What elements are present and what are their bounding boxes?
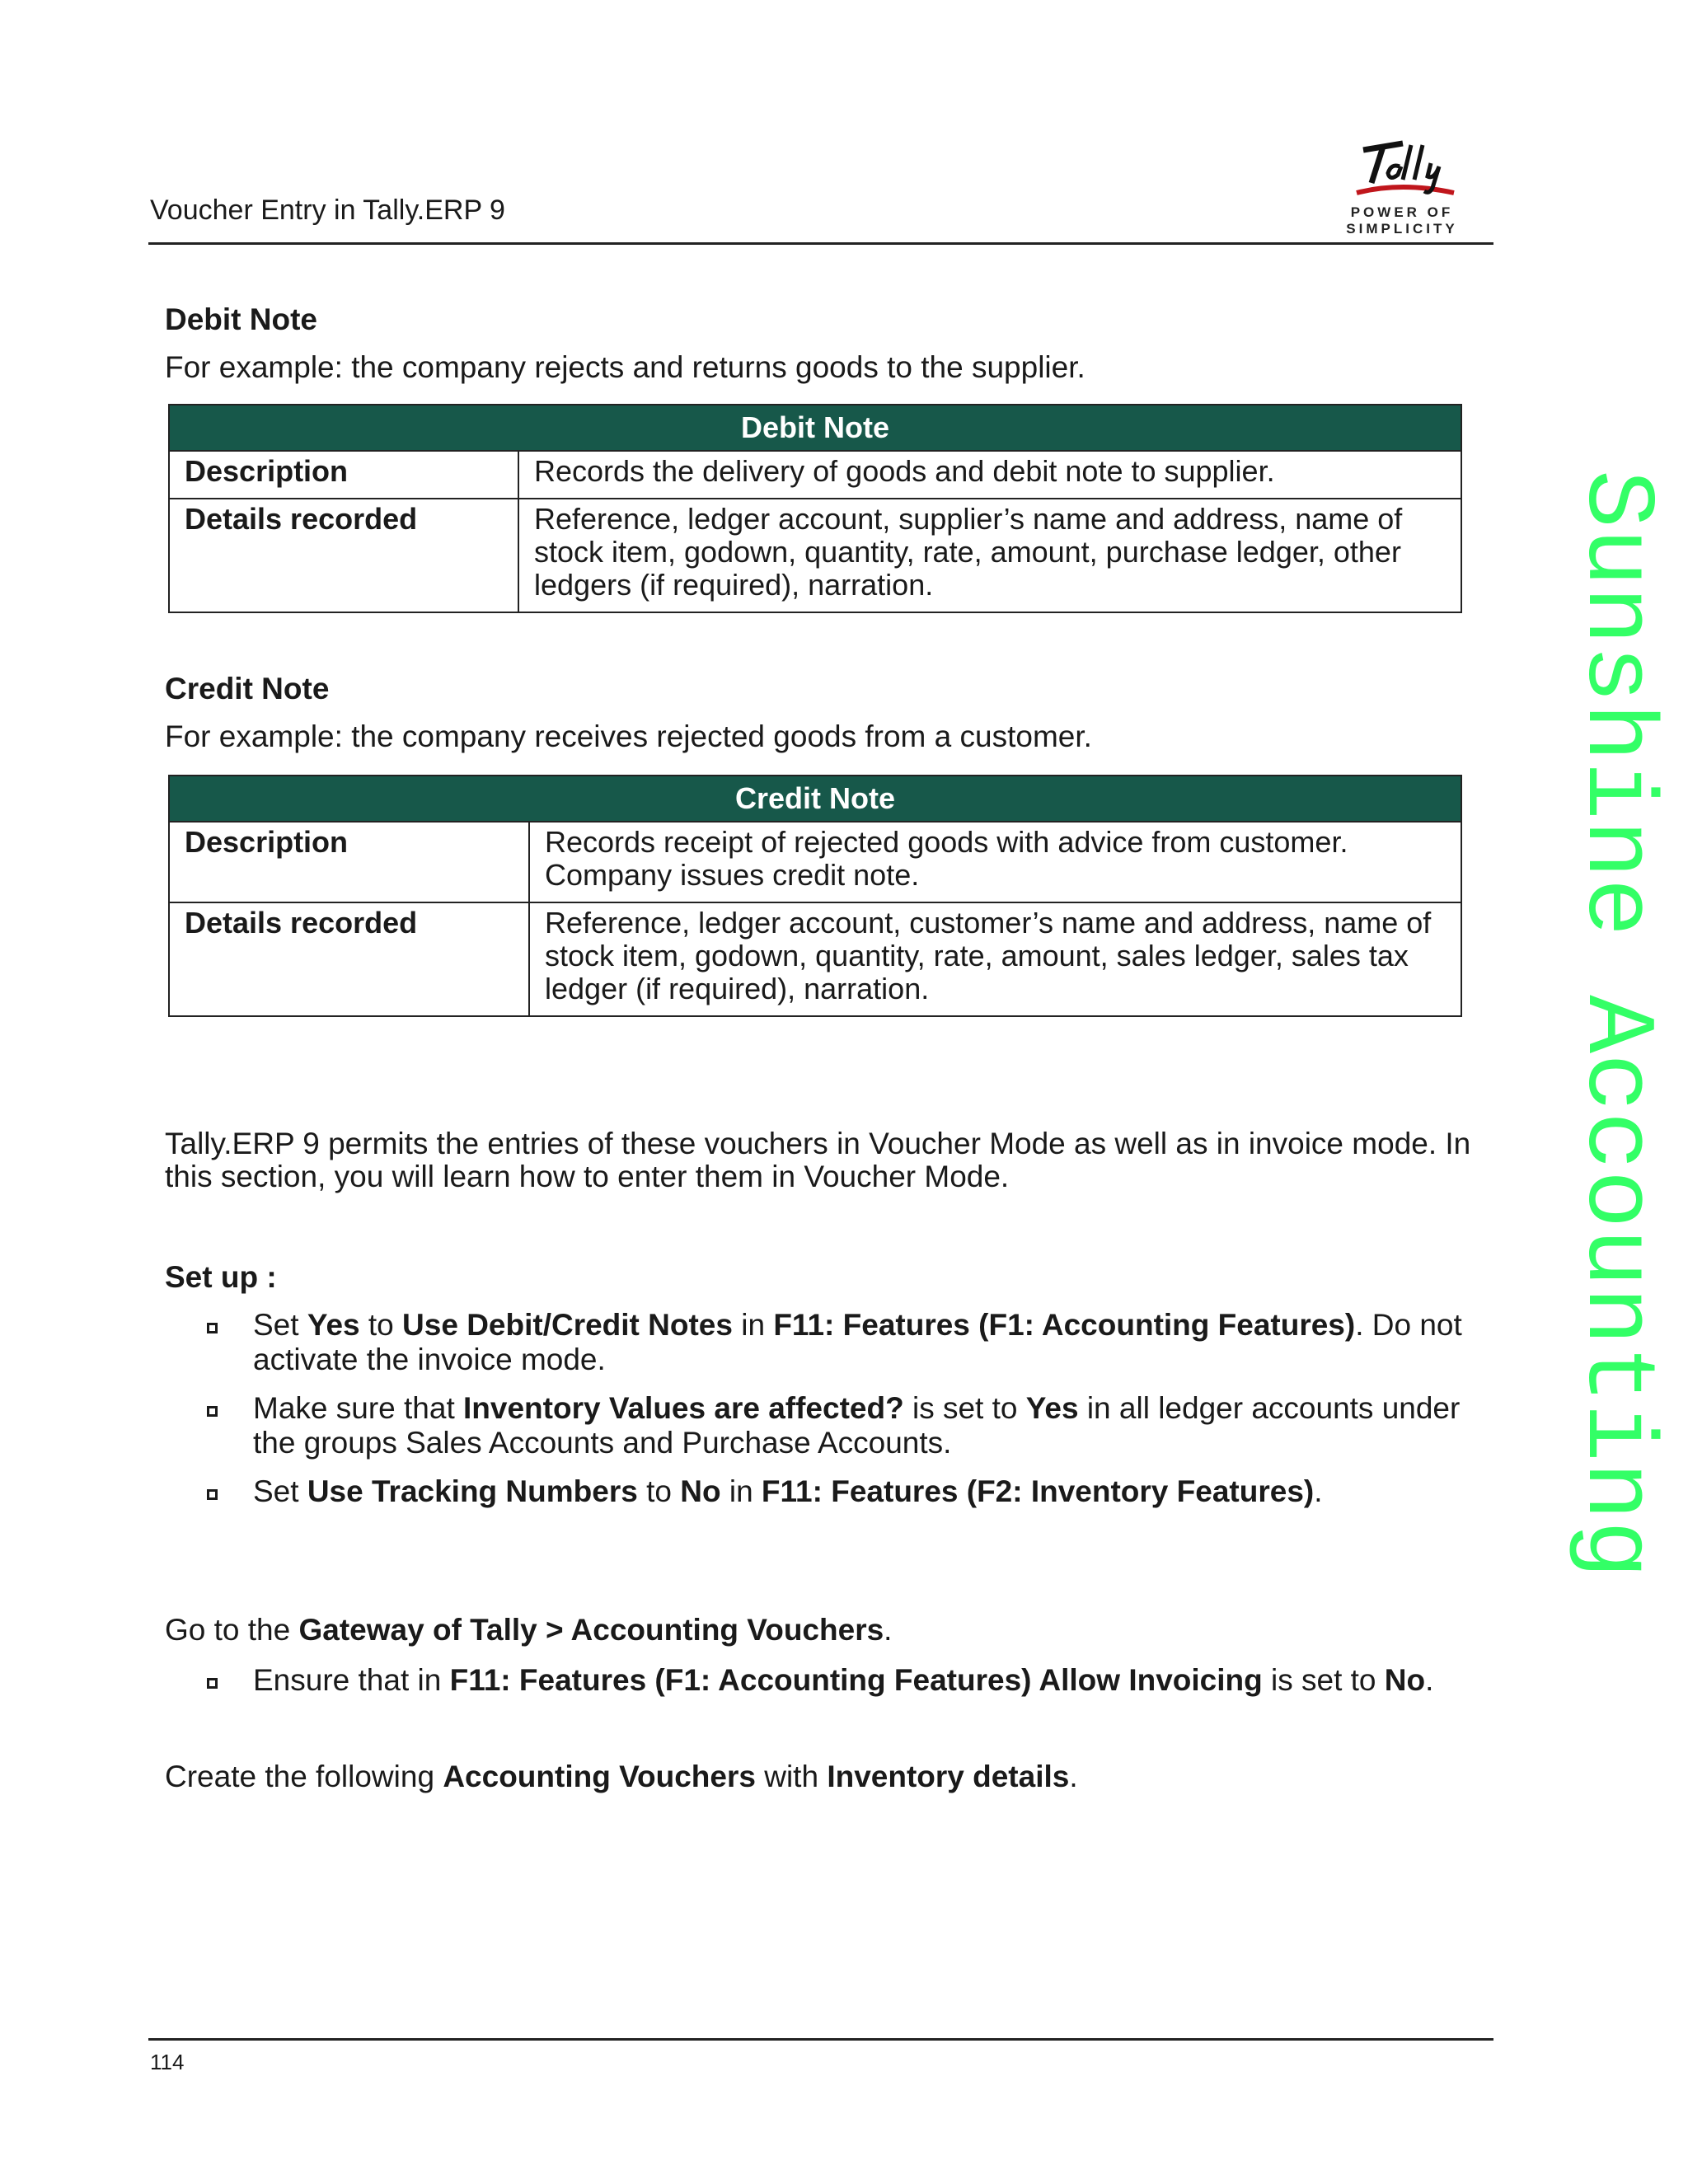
text-run: in all ledger accounts under the groups Sales Accounts and Purchase Accounts. xyxy=(253,1391,1461,1460)
bold-text: F11: Features (F1: Accounting Features) Allow Invoicing xyxy=(449,1663,1263,1697)
text-run: to xyxy=(637,1474,681,1508)
bold-text: F11: Features (F1: Accounting Features) xyxy=(773,1308,1356,1342)
text-run: Create the following xyxy=(165,1760,443,1793)
row-value: Records the delivery of goods and debit note to supplier. xyxy=(518,451,1461,499)
table-row xyxy=(169,499,1461,612)
debit-note-table xyxy=(168,404,1462,613)
text-run: . xyxy=(884,1613,893,1647)
setup-item-3 xyxy=(253,1474,1473,1509)
table-row xyxy=(169,451,1461,499)
row-label: Details recorded xyxy=(169,902,529,1016)
bold-text: Yes xyxy=(307,1308,360,1342)
row-label: Details recorded xyxy=(169,499,518,612)
row-label: Description xyxy=(169,822,529,902)
credit-note-example: For example: the company receives rejected goods from a customer. xyxy=(165,719,1092,753)
text-run: Ensure that in xyxy=(253,1663,450,1697)
create-line xyxy=(165,1760,1078,1794)
credit-note-table xyxy=(168,775,1462,1017)
text-run: in xyxy=(720,1474,762,1508)
debit-note-example: For example: the company rejects and returns goods to the supplier. xyxy=(165,350,1085,384)
gateway-bullet xyxy=(253,1663,1473,1698)
text-run: is set to xyxy=(903,1391,1026,1425)
gateway-line xyxy=(165,1613,892,1647)
text-run: in xyxy=(732,1308,774,1342)
footer-rule xyxy=(148,2038,1493,2041)
text-run: . xyxy=(1069,1760,1078,1793)
header-rule xyxy=(148,242,1493,245)
table-row xyxy=(169,902,1461,1016)
text-run: Set xyxy=(253,1308,307,1342)
tally-logo-mark xyxy=(1352,138,1459,198)
bold-text: No xyxy=(680,1474,721,1508)
text-run: Make sure that xyxy=(253,1391,464,1425)
table-row xyxy=(169,822,1461,902)
intro-paragraph: Tally.ERP 9 permits the entries of these vouchers in Voucher Mode as well as in invoice mode. In this section, you will learn how to enter them in Voucher Mode. xyxy=(165,1127,1471,1193)
debit-note-table-title: Debit Note xyxy=(169,405,1461,451)
row-value: Reference, ledger account, supplier’s name and address, name of stock item, godown, quantity, rate, amount, purchase ledger, other ledgers (if required), narration. xyxy=(518,499,1461,612)
logo-tagline: POWER OF SIMPLICITY xyxy=(1346,204,1458,237)
bold-text: F11: Features (F2: Inventory Features) xyxy=(761,1474,1315,1508)
text-run: . Do not activate the invoice mode. xyxy=(253,1308,1462,1376)
text-run: Go to the xyxy=(165,1613,299,1647)
text-run: . xyxy=(1425,1663,1434,1697)
bold-text: Use Debit/Credit Notes xyxy=(402,1308,733,1342)
credit-note-table-title: Credit Note xyxy=(169,776,1461,822)
bold-text: Gateway of Tally > Accounting Vouchers xyxy=(298,1613,884,1647)
bullet-icon xyxy=(207,1323,218,1333)
bold-text: Yes xyxy=(1025,1391,1079,1425)
bold-text: Inventory Values are affected? xyxy=(463,1391,904,1425)
setup-item-1 xyxy=(253,1308,1473,1377)
row-value: Records receipt of rejected goods with advice from customer. Company issues credit note. xyxy=(529,822,1461,902)
bold-text: No xyxy=(1384,1663,1426,1697)
bold-text: Use Tracking Numbers xyxy=(307,1474,638,1508)
setup-item-2 xyxy=(253,1391,1473,1460)
bold-text: Accounting Vouchers xyxy=(443,1760,756,1793)
row-label: Description xyxy=(169,451,518,499)
bullet-icon xyxy=(207,1406,218,1417)
bullet-icon xyxy=(207,1678,218,1689)
text-run: . xyxy=(1314,1474,1323,1508)
bullet-icon xyxy=(207,1489,218,1500)
text-run: to xyxy=(359,1308,403,1342)
page-number: 114 xyxy=(150,2050,185,2074)
tally-logo xyxy=(1306,138,1498,237)
bold-text: Inventory details xyxy=(827,1760,1070,1793)
text-run: is set to xyxy=(1262,1663,1385,1697)
watermark: Sunshine Accounting xyxy=(1560,470,1670,1579)
credit-note-heading: Credit Note xyxy=(165,672,330,705)
setup-heading: Set up : xyxy=(165,1260,277,1294)
debit-note-heading: Debit Note xyxy=(165,302,317,336)
row-value: Reference, ledger account, customer’s name and address, name of stock item, godown, quantity, rate, amount, sales ledger, sales tax ledger (if required), narration. xyxy=(529,902,1461,1016)
text-run: Set xyxy=(253,1474,307,1508)
text-run: with xyxy=(755,1760,828,1793)
running-header-title: Voucher Entry in Tally.ERP 9 xyxy=(150,194,505,226)
